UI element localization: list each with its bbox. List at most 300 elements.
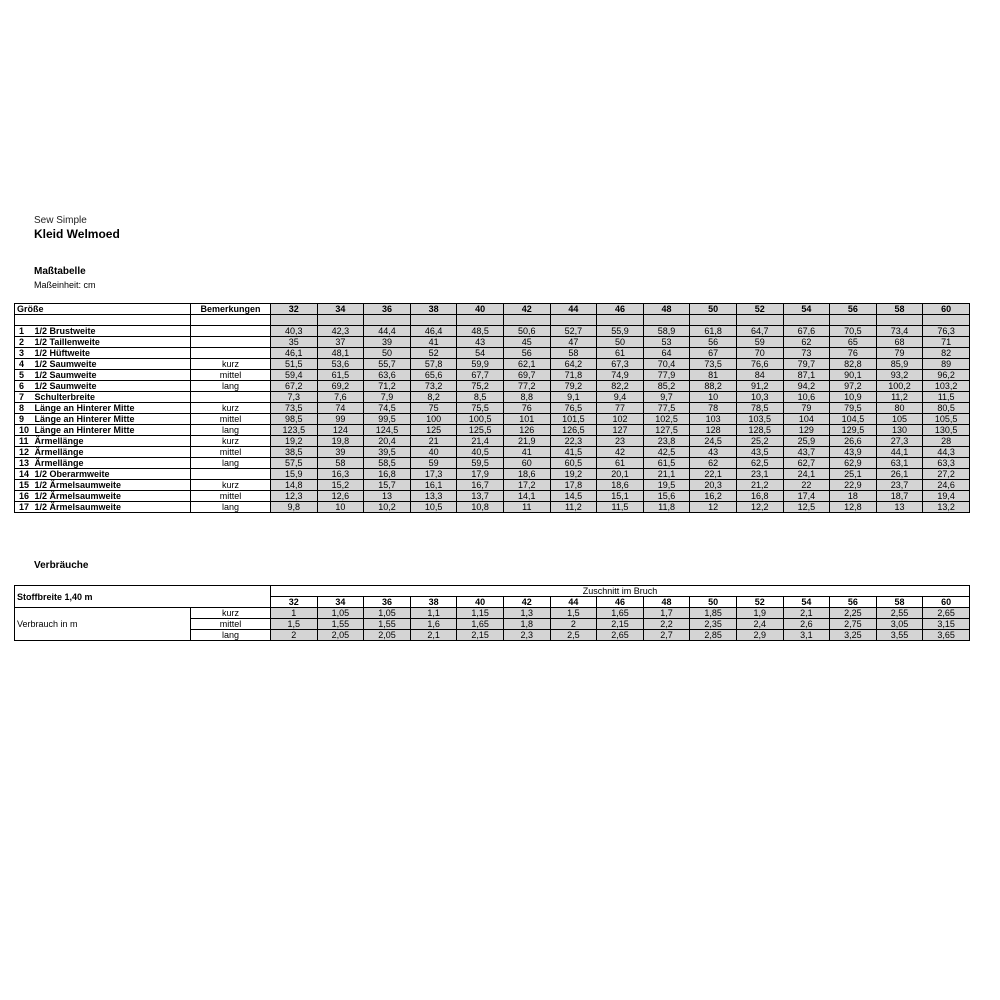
measurement-value: 67,3 — [597, 359, 644, 370]
measurement-name: 1/2 Saumweite — [33, 370, 191, 381]
measurement-value: 57,8 — [410, 359, 457, 370]
measurement-value: 64 — [643, 348, 690, 359]
measurement-value: 17,2 — [503, 480, 550, 491]
size-column-header: 36 — [364, 304, 411, 315]
remarks-header: Bemerkungen — [191, 304, 271, 315]
measurement-value: 79 — [876, 348, 923, 359]
measurement-name: 1/2 Ärmelsaumweite — [33, 502, 191, 513]
row-number: 17 — [15, 502, 33, 513]
row-number: 11 — [15, 436, 33, 447]
measurement-value: 19,2 — [550, 469, 597, 480]
measurement-value: 13 — [364, 491, 411, 502]
measurement-value: 12,6 — [317, 491, 364, 502]
measurement-value: 16,1 — [410, 480, 457, 491]
measurement-value: 13,7 — [457, 491, 504, 502]
measurement-remark: mittel — [191, 370, 271, 381]
measurement-value: 10,3 — [736, 392, 783, 403]
measurement-value: 56 — [690, 337, 737, 348]
measurement-name: 1/2 Oberarmweite — [33, 469, 191, 480]
measurement-remark — [191, 348, 271, 359]
measurement-value: 15,1 — [597, 491, 644, 502]
measurement-value: 125 — [410, 425, 457, 436]
measurement-value: 61,5 — [317, 370, 364, 381]
measurement-value: 73,5 — [271, 403, 318, 414]
measurement-value: 71,2 — [364, 381, 411, 392]
measure-row — [15, 447, 970, 458]
measurement-value: 79 — [783, 403, 830, 414]
measurement-name: Schulterbreite — [33, 392, 191, 403]
measurement-value: 17,3 — [410, 469, 457, 480]
measurement-name: Ärmellänge — [33, 458, 191, 469]
measurement-value: 94,2 — [783, 381, 830, 392]
measurement-value: 10,2 — [364, 502, 411, 513]
measurement-name: 1/2 Brustweite — [33, 326, 191, 337]
measurement-value: 56 — [503, 348, 550, 359]
measurement-value: 25,2 — [736, 436, 783, 447]
size-column-header: 50 — [690, 304, 737, 315]
consumption-row-label: Verbrauch in m — [15, 608, 191, 641]
measurement-value: 16,3 — [317, 469, 364, 480]
measurement-value: 63,3 — [923, 458, 970, 469]
consumption-value: 3,25 — [830, 630, 877, 641]
measurement-value: 35 — [271, 337, 318, 348]
measurement-value: 82,2 — [597, 381, 644, 392]
measurement-remark — [191, 469, 271, 480]
consumption-value: 3,15 — [923, 619, 970, 630]
consumption-value: 2,65 — [923, 608, 970, 619]
measurement-value: 12 — [690, 502, 737, 513]
size-column-header: 52 — [736, 597, 783, 608]
measurement-value: 10,5 — [410, 502, 457, 513]
measure-row — [15, 458, 970, 469]
consumption-value: 1,8 — [503, 619, 550, 630]
size-column-header: 46 — [597, 597, 644, 608]
measurement-remark: kurz — [191, 436, 271, 447]
measurement-value: 130 — [876, 425, 923, 436]
row-number: 16 — [15, 491, 33, 502]
measurement-value: 11,5 — [923, 392, 970, 403]
measurement-value: 13,2 — [923, 502, 970, 513]
measurement-value: 39,5 — [364, 447, 411, 458]
measurement-value: 65 — [830, 337, 877, 348]
measurement-name: Länge an Hinterer Mitte — [33, 425, 191, 436]
consumption-table — [14, 585, 970, 641]
measurement-value: 16,7 — [457, 480, 504, 491]
measurement-value: 127,5 — [643, 425, 690, 436]
consumption-section-title: Verbräuche — [34, 560, 89, 571]
measurement-value: 23,1 — [736, 469, 783, 480]
measurement-value: 18,6 — [503, 469, 550, 480]
measurement-value: 76,6 — [736, 359, 783, 370]
measurement-value: 88,2 — [690, 381, 737, 392]
consumption-row — [15, 608, 970, 619]
size-column-header: 56 — [830, 597, 877, 608]
measurement-value: 16,8 — [736, 491, 783, 502]
consumption-value: 2,7 — [643, 630, 690, 641]
measurement-value: 15,2 — [317, 480, 364, 491]
measurement-value: 79,7 — [783, 359, 830, 370]
measurement-value: 81 — [690, 370, 737, 381]
measurement-value: 77,5 — [643, 403, 690, 414]
measurement-value: 17,9 — [457, 469, 504, 480]
measurement-value: 61,5 — [643, 458, 690, 469]
measurement-value: 75,2 — [457, 381, 504, 392]
measurement-value: 11 — [503, 502, 550, 513]
measurement-value: 127 — [597, 425, 644, 436]
measurement-remark: kurz — [191, 359, 271, 370]
measurement-value: 11,2 — [876, 392, 923, 403]
measurement-value: 23,7 — [876, 480, 923, 491]
measurement-remark: mittel — [191, 447, 271, 458]
row-number: 1 — [15, 326, 33, 337]
spacer-cell — [783, 315, 830, 326]
measurement-value: 104,5 — [830, 414, 877, 425]
measurement-value: 7,6 — [317, 392, 364, 403]
measurement-value: 103,5 — [736, 414, 783, 425]
measurement-value: 67,7 — [457, 370, 504, 381]
measurement-value: 20,1 — [597, 469, 644, 480]
consumption-value: 1,05 — [317, 608, 364, 619]
measurement-value: 124 — [317, 425, 364, 436]
measurement-value: 102,5 — [643, 414, 690, 425]
size-column-header: 58 — [876, 597, 923, 608]
measurement-value: 82 — [923, 348, 970, 359]
measurement-value: 27,2 — [923, 469, 970, 480]
consumption-value: 1,85 — [690, 608, 737, 619]
consumption-value: 1 — [271, 608, 318, 619]
measurement-value: 129 — [783, 425, 830, 436]
spacer-cell — [876, 315, 923, 326]
consumption-value: 1,7 — [643, 608, 690, 619]
measurement-value: 48,1 — [317, 348, 364, 359]
consumption-value: 3,55 — [876, 630, 923, 641]
size-column-header: 40 — [457, 304, 504, 315]
measurement-value: 78 — [690, 403, 737, 414]
measurement-value: 15,7 — [364, 480, 411, 491]
spacer-cell — [923, 315, 970, 326]
measurement-value: 75 — [410, 403, 457, 414]
size-column-header: 40 — [457, 597, 504, 608]
consumption-value: 1,05 — [364, 608, 411, 619]
measurement-value: 74,9 — [597, 370, 644, 381]
measurement-value: 69,7 — [503, 370, 550, 381]
measurement-value: 40,5 — [457, 447, 504, 458]
measurement-value: 43,9 — [830, 447, 877, 458]
measurement-value: 21,2 — [736, 480, 783, 491]
measurement-value: 85,9 — [876, 359, 923, 370]
measurement-value: 8,8 — [503, 392, 550, 403]
measurement-value: 77,2 — [503, 381, 550, 392]
spacer-cell — [191, 315, 271, 326]
measurement-name: Ärmellänge — [33, 436, 191, 447]
measurement-value: 99 — [317, 414, 364, 425]
measurement-value: 27,3 — [876, 436, 923, 447]
spacer-cell — [643, 315, 690, 326]
measurement-value: 10,9 — [830, 392, 877, 403]
measurement-value: 59,5 — [457, 458, 504, 469]
spacer-row — [15, 315, 970, 326]
measurement-value: 10 — [690, 392, 737, 403]
measure-row — [15, 348, 970, 359]
measurement-value: 97,2 — [830, 381, 877, 392]
measurement-name: Länge an Hinterer Mitte — [33, 403, 191, 414]
measurement-value: 18,7 — [876, 491, 923, 502]
measurement-value: 20,3 — [690, 480, 737, 491]
consumption-value: 2,2 — [643, 619, 690, 630]
measurement-value: 103,2 — [923, 381, 970, 392]
consumption-value: 1,3 — [503, 608, 550, 619]
row-number: 5 — [15, 370, 33, 381]
measurement-value: 67,2 — [271, 381, 318, 392]
measurement-value: 18 — [830, 491, 877, 502]
measurement-value: 59 — [410, 458, 457, 469]
measurement-value: 68 — [876, 337, 923, 348]
measurement-value: 99,5 — [364, 414, 411, 425]
measurement-value: 52,7 — [550, 326, 597, 337]
measure-row — [15, 436, 970, 447]
measurement-value: 25,1 — [830, 469, 877, 480]
size-column-header: 50 — [690, 597, 737, 608]
measurement-value: 28 — [923, 436, 970, 447]
size-column-header: 32 — [271, 304, 318, 315]
measurement-value: 21,1 — [643, 469, 690, 480]
consumption-value: 2,35 — [690, 619, 737, 630]
measurement-value: 87,1 — [783, 370, 830, 381]
measurement-remark — [191, 326, 271, 337]
measurement-remark: mittel — [191, 414, 271, 425]
measurement-remark: kurz — [191, 480, 271, 491]
measurement-value: 9,4 — [597, 392, 644, 403]
spacer-cell — [364, 315, 411, 326]
measurement-value: 22 — [783, 480, 830, 491]
measurement-value: 11,8 — [643, 502, 690, 513]
consumption-value: 1,65 — [457, 619, 504, 630]
measurement-value: 130,5 — [923, 425, 970, 436]
spacer-cell — [503, 315, 550, 326]
measurement-value: 22,1 — [690, 469, 737, 480]
measurement-name: Ärmellänge — [33, 447, 191, 458]
measurement-value: 26,6 — [830, 436, 877, 447]
measurement-value: 55,9 — [597, 326, 644, 337]
measurement-value: 14,5 — [550, 491, 597, 502]
measurement-value: 25,9 — [783, 436, 830, 447]
measurement-value: 42,3 — [317, 326, 364, 337]
size-column-header: 42 — [503, 304, 550, 315]
consumption-value: 2,4 — [736, 619, 783, 630]
measurement-value: 79,2 — [550, 381, 597, 392]
measurement-value: 41 — [503, 447, 550, 458]
measurement-value: 39 — [317, 447, 364, 458]
consumption-value: 1,55 — [364, 619, 411, 630]
row-number: 10 — [15, 425, 33, 436]
measurement-value: 8,5 — [457, 392, 504, 403]
spacer-cell — [317, 315, 364, 326]
measurement-value: 126,5 — [550, 425, 597, 436]
measurement-value: 26,1 — [876, 469, 923, 480]
measurement-value: 62,5 — [736, 458, 783, 469]
measurement-value: 84 — [736, 370, 783, 381]
measurement-value: 40,3 — [271, 326, 318, 337]
measurement-value: 46,4 — [410, 326, 457, 337]
measurement-value: 73,4 — [876, 326, 923, 337]
fabric-width-label: Stoffbreite 1,40 m — [15, 586, 271, 608]
size-column-header: 38 — [410, 304, 457, 315]
measurement-value: 55,7 — [364, 359, 411, 370]
measure-row — [15, 480, 970, 491]
row-number: 6 — [15, 381, 33, 392]
measurement-value: 85,2 — [643, 381, 690, 392]
measurement-value: 44,4 — [364, 326, 411, 337]
size-column-header: 38 — [410, 597, 457, 608]
measurement-value: 128,5 — [736, 425, 783, 436]
row-number: 7 — [15, 392, 33, 403]
consumption-value: 2,5 — [550, 630, 597, 641]
consumption-value: 2,15 — [597, 619, 644, 630]
measurement-value: 64,7 — [736, 326, 783, 337]
measurement-value: 102 — [597, 414, 644, 425]
consumption-remark: kurz — [191, 608, 271, 619]
measurement-value: 67 — [690, 348, 737, 359]
size-column-header: 32 — [271, 597, 318, 608]
measure-row — [15, 370, 970, 381]
measurement-value: 12,3 — [271, 491, 318, 502]
measurement-value: 63,6 — [364, 370, 411, 381]
measurement-value: 105 — [876, 414, 923, 425]
measure-row — [15, 491, 970, 502]
measurement-value: 123,5 — [271, 425, 318, 436]
measurement-value: 61,8 — [690, 326, 737, 337]
consumption-value: 2,55 — [876, 608, 923, 619]
brand-label: Sew Simple — [34, 215, 87, 226]
measurement-value: 9,1 — [550, 392, 597, 403]
measurement-value: 53 — [643, 337, 690, 348]
measurement-name: 1/2 Taillenweite — [33, 337, 191, 348]
measurement-value: 73,5 — [690, 359, 737, 370]
cut-label: Zuschnitt im Bruch — [271, 586, 970, 597]
measurement-value: 17,8 — [550, 480, 597, 491]
measurement-value: 10,8 — [457, 502, 504, 513]
measurement-value: 19,5 — [643, 480, 690, 491]
size-column-header: 34 — [317, 304, 364, 315]
row-number: 8 — [15, 403, 33, 414]
size-column-header: 48 — [643, 597, 690, 608]
measurement-value: 16,2 — [690, 491, 737, 502]
measurement-name: 1/2 Saumweite — [33, 359, 191, 370]
consumption-value: 2,65 — [597, 630, 644, 641]
measurement-value: 48,5 — [457, 326, 504, 337]
measurement-remark: kurz — [191, 403, 271, 414]
row-number: 9 — [15, 414, 33, 425]
measurement-value: 100 — [410, 414, 457, 425]
measurement-value: 82,8 — [830, 359, 877, 370]
size-column-header: 34 — [317, 597, 364, 608]
measurement-value: 62 — [783, 337, 830, 348]
measure-row — [15, 326, 970, 337]
measure-row — [15, 414, 970, 425]
spacer-cell — [15, 315, 191, 326]
document-title: Kleid Welmoed — [34, 227, 120, 241]
measurement-value: 79,5 — [830, 403, 877, 414]
measurement-value: 14,8 — [271, 480, 318, 491]
measurement-value: 41 — [410, 337, 457, 348]
measurement-value: 20,4 — [364, 436, 411, 447]
measurement-name: 1/2 Ärmelsaumweite — [33, 480, 191, 491]
measurement-value: 19,2 — [271, 436, 318, 447]
measurement-value: 50 — [364, 348, 411, 359]
consumption-value: 1,1 — [410, 608, 457, 619]
measurement-value: 41,5 — [550, 447, 597, 458]
consumption-value: 1,15 — [457, 608, 504, 619]
measurement-remark: lang — [191, 381, 271, 392]
consumption-value: 2,15 — [457, 630, 504, 641]
measurement-value: 50,6 — [503, 326, 550, 337]
consumption-value: 2,25 — [830, 608, 877, 619]
measurement-value: 62,9 — [830, 458, 877, 469]
measurement-value: 90,1 — [830, 370, 877, 381]
measurement-value: 40 — [410, 447, 457, 458]
measurement-value: 73,2 — [410, 381, 457, 392]
measurement-remark: mittel — [191, 491, 271, 502]
measurement-remark: lang — [191, 502, 271, 513]
consumption-value: 1,6 — [410, 619, 457, 630]
spacer-cell — [597, 315, 644, 326]
measurement-value: 71 — [923, 337, 970, 348]
measurement-value: 15,6 — [643, 491, 690, 502]
spacer-cell — [550, 315, 597, 326]
measurement-value: 12,5 — [783, 502, 830, 513]
measurement-value: 46,1 — [271, 348, 318, 359]
unit-label: Maßeinheit: cm — [34, 280, 96, 290]
measurement-value: 17,4 — [783, 491, 830, 502]
measurement-value: 19,4 — [923, 491, 970, 502]
measurement-value: 76 — [830, 348, 877, 359]
measurement-value: 101,5 — [550, 414, 597, 425]
measure-row — [15, 469, 970, 480]
measurement-value: 59,4 — [271, 370, 318, 381]
measurement-value: 43 — [690, 447, 737, 458]
measurement-value: 16,8 — [364, 469, 411, 480]
measurement-value: 60 — [503, 458, 550, 469]
measurement-value: 75,5 — [457, 403, 504, 414]
measurement-value: 38,5 — [271, 447, 318, 458]
consumption-remark: mittel — [191, 619, 271, 630]
measurement-value: 11,2 — [550, 502, 597, 513]
row-number: 12 — [15, 447, 33, 458]
measurement-name: 1/2 Saumweite — [33, 381, 191, 392]
measurement-value: 12,8 — [830, 502, 877, 513]
measurement-value: 57,5 — [271, 458, 318, 469]
measurement-value: 129,5 — [830, 425, 877, 436]
measurement-value: 39 — [364, 337, 411, 348]
measurement-value: 23,8 — [643, 436, 690, 447]
measurement-value: 128 — [690, 425, 737, 436]
row-number: 14 — [15, 469, 33, 480]
measurement-value: 62 — [690, 458, 737, 469]
spacer-cell — [736, 315, 783, 326]
measurement-value: 24,5 — [690, 436, 737, 447]
measurement-value: 42,5 — [643, 447, 690, 458]
measurement-value: 18,6 — [597, 480, 644, 491]
size-column-header: 44 — [550, 304, 597, 315]
size-column-header: 42 — [503, 597, 550, 608]
measurement-value: 60,5 — [550, 458, 597, 469]
size-column-header: 56 — [830, 304, 877, 315]
measurement-value: 45 — [503, 337, 550, 348]
consumption-value: 2,3 — [503, 630, 550, 641]
spacer-cell — [271, 315, 318, 326]
size-column-header: 60 — [923, 304, 970, 315]
measurement-value: 73 — [783, 348, 830, 359]
